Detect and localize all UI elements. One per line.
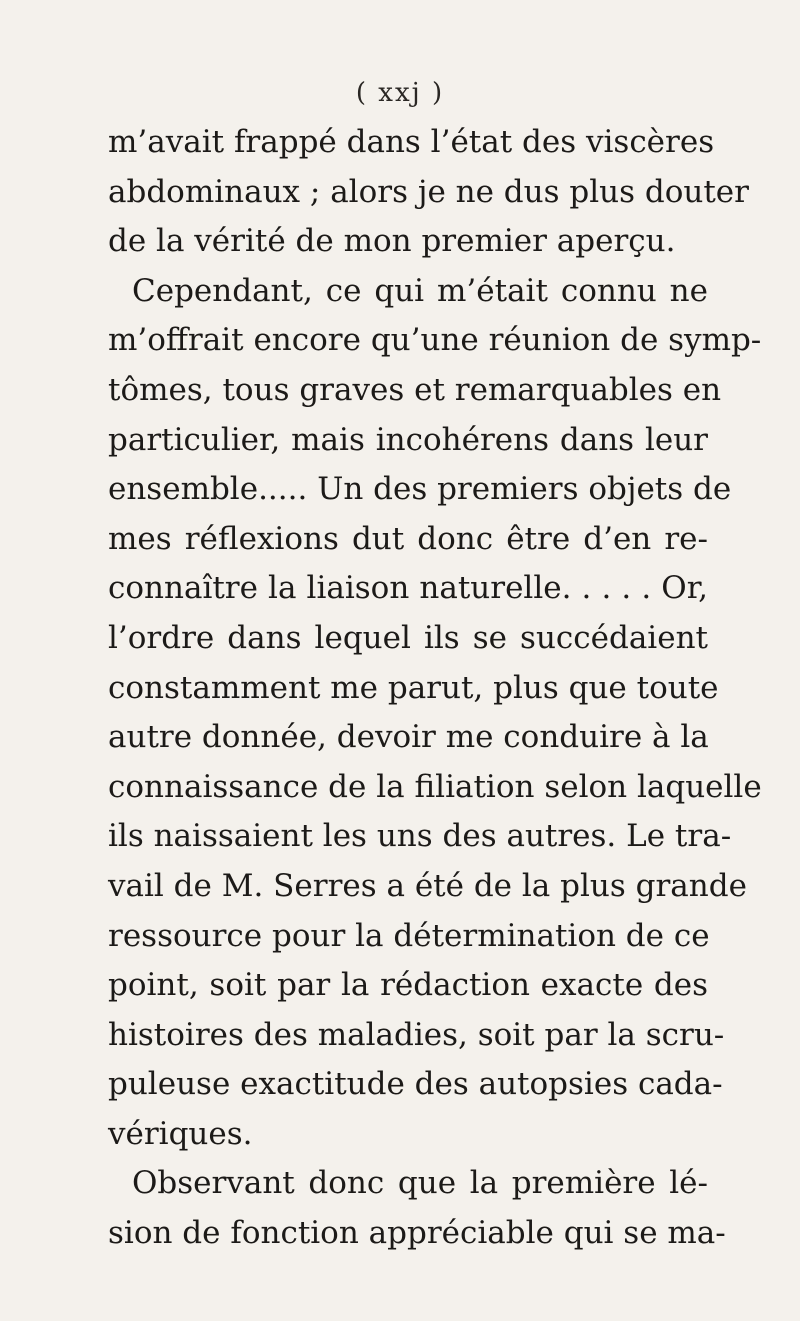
text-line: particulier, mais incohérens dans leur [108, 421, 708, 458]
text-line: vail de M. Serres a été de la plus grande [108, 867, 747, 904]
text-line: connaissance de la filiation selon laquelle [108, 768, 762, 805]
text-line: ressource pour la détermination de ce [108, 917, 710, 954]
text-line: sion de fonction appréciable qui se ma- [108, 1215, 726, 1252]
text-line: vériques. [108, 1115, 253, 1152]
text-line: l’ordre dans lequel ils se succédaient [108, 619, 708, 656]
text-line: abdominaux ; alors je ne dus plus douter [108, 173, 749, 210]
text-line: Cependant, ce qui m’était connu ne [132, 272, 708, 309]
text-line: puleuse exactitude des autopsies cada- [108, 1066, 723, 1103]
text-line: tômes, tous graves et remarquables en [108, 371, 722, 408]
text-line: Observant donc que la première lé- [132, 1165, 708, 1202]
text-line: de la vérité de mon premier aperçu. [108, 223, 676, 260]
body-text [108, 118, 762, 1259]
text-line: ils naissaient les uns des autres. Le tra- [108, 818, 732, 855]
text-line: connaître la liaison naturelle. . . . . Or, [108, 570, 708, 607]
text-line: m’offrait encore qu’une réunion de symp- [108, 322, 762, 359]
text-line: m’avait frappé dans l’état des viscères [108, 124, 715, 160]
text-line: mes réflexions dut donc être d’en re- [108, 520, 708, 557]
text-line: constamment me parut, plus que toute [108, 669, 719, 706]
text-line: point, soit par la rédaction exacte des [108, 967, 708, 1004]
page-number: ( xxj ) [355, 78, 445, 108]
text-line: autre donnée, devoir me conduire à la [108, 719, 709, 756]
text-line: ensemble..... Un des premiers objets de [108, 471, 732, 508]
text-line: histoires des maladies, soit par la scru- [108, 1016, 725, 1053]
